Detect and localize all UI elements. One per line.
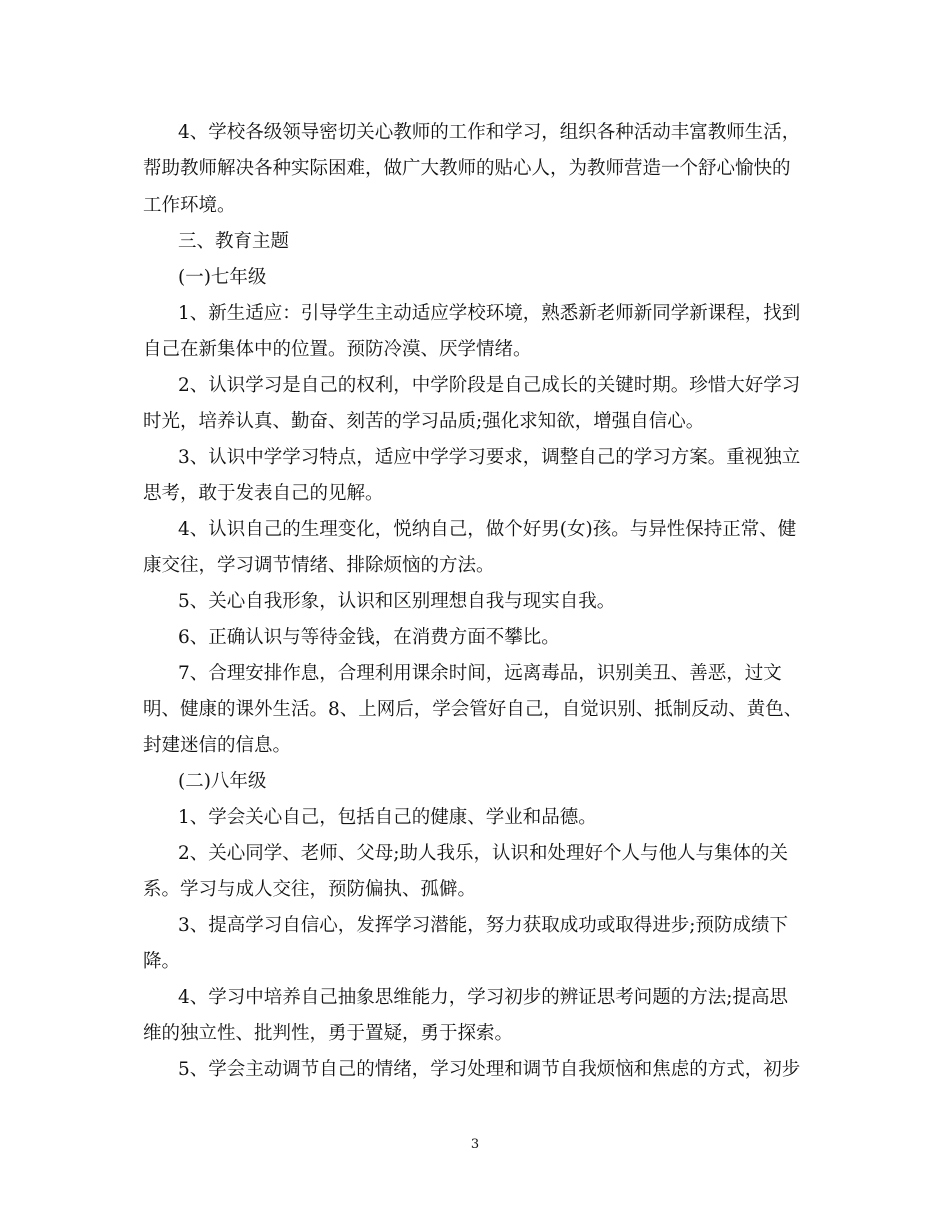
paragraph-line: 思考，敢于发表自己的见解。 <box>143 483 384 504</box>
paragraph-line: 1、新生适应：引导学生主动适应学校环境，熟悉新老师新同学新课程，找到 <box>178 303 801 324</box>
paragraph-line: 4、学习中培养自己抽象思维能力，学习初步的辨证思考问题的方法;提高思 <box>178 987 789 1008</box>
paragraph-line: 2、关心同学、老师、父母;助人我乐，认识和处理好个人与他人与集体的关 <box>178 843 789 864</box>
paragraph-line: 工作环境。 <box>143 195 236 216</box>
paragraph-line: 系。学习与成人交往，预防偏执、孤僻。 <box>143 879 477 900</box>
subsection-heading: (一)七年级 <box>178 267 267 288</box>
paragraph-line: 2、认识学习是自己的权利，中学阶段是自己成长的关键时期。珍惜大好学习 <box>178 375 801 396</box>
paragraph-line: 4、认识自己的生理变化，悦纳自己，做个好男(女)孩。与异性保持正常、健 <box>178 519 797 540</box>
section-heading: 三、教育主题 <box>178 231 290 252</box>
subsection-heading: (二)八年级 <box>178 771 267 792</box>
paragraph-line: 自己在新集体中的位置。预防冷漠、厌学情绪。 <box>143 339 532 360</box>
paragraph-line: 5、关心自我形象，认识和区别理想自我与现实自我。 <box>178 591 616 612</box>
paragraph-line: 降。 <box>143 951 181 972</box>
paragraph-line: 康交往，学习调节情绪、排除烦恼的方法。 <box>143 555 495 576</box>
paragraph-line: 明、健康的课外生活。8、上网后，学会管好自己，自觉识别、抵制反动、黄色、 <box>143 699 803 720</box>
paragraph-line: 3、提高学习自信心，发挥学习潜能，努力获取成功或取得进步;预防成绩下 <box>178 915 789 936</box>
paragraph-line: 封建迷信的信息。 <box>143 735 292 756</box>
paragraph-line: 维的独立性、批判性，勇于置疑，勇于探索。 <box>143 1023 514 1044</box>
paragraph-line: 帮助教师解决各种实际困难，做广大教师的贴心人，为教师营造一个舒心愉快的 <box>143 158 791 179</box>
page-number: 3 <box>470 1137 480 1152</box>
paragraph-line: 3、认识中学学习特点，适应中学学习要求，调整自己的学习方案。重视独立 <box>178 447 801 468</box>
paragraph-line: 7、合理安排作息，合理利用课余时间，远离毒品，识别美丑、善恶，过文 <box>178 663 782 684</box>
paragraph-line: 4、学校各级领导密切关心教师的工作和学习，组织各种活动丰富教师生活， <box>178 122 801 143</box>
paragraph-line: 6、正确认识与等待金钱，在消费方面不攀比。 <box>178 627 560 648</box>
paragraph-line: 时光，培养认真、勤奋、刻苦的学习品质;强化求知欲，增强自信心。 <box>143 411 705 432</box>
paragraph-line: 1、学会关心自己，包括自己的健康、学业和品德。 <box>178 807 597 828</box>
paragraph-line: 5、学会主动调节自己的情绪，学习处理和调节自我烦恼和焦虑的方式，初步 <box>178 1059 801 1080</box>
